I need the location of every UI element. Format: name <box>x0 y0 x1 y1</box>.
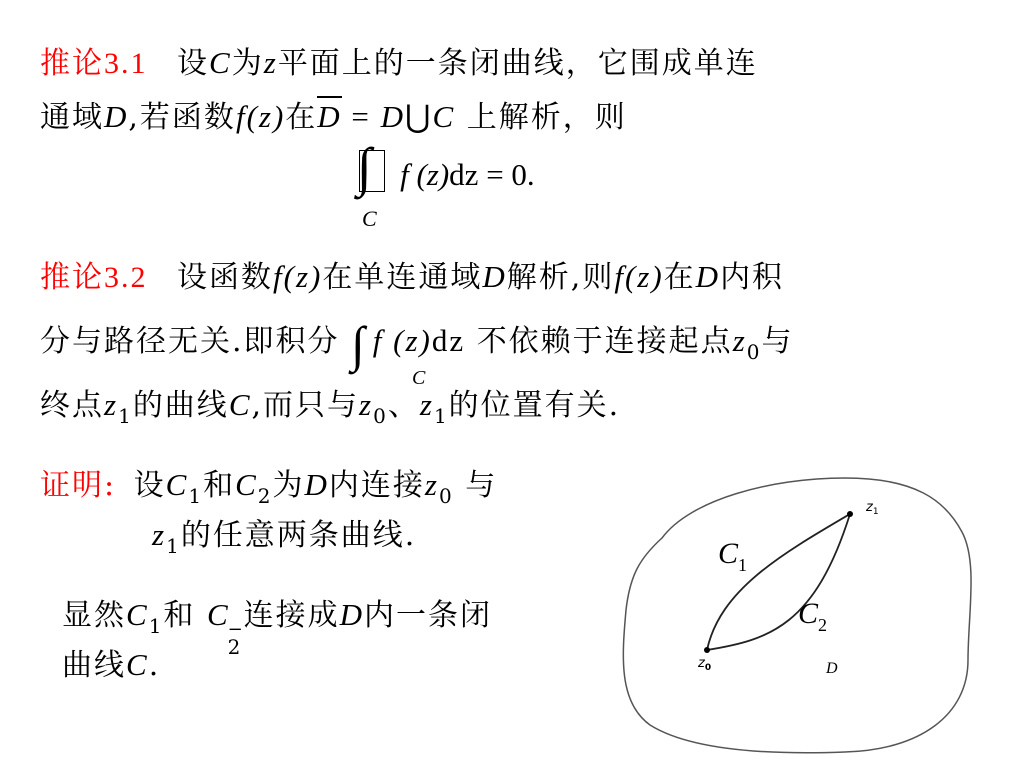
corollary-3-1-line-1: 推论3.1 设C为z平面上的一条闭曲线，它围成单连 <box>40 45 758 81</box>
contour-lower-limit: C <box>362 206 377 231</box>
point-z0 <box>704 647 710 653</box>
corollary-3-1-line-2: 通域D,若函数f(z)在D = D⋃C 上解析，则 <box>40 92 627 136</box>
closed-curve-line-1: 显然$C_1$和 C − 2 连接成D内一条闭 <box>62 597 493 659</box>
corollary-3-2-line-1: 推论3.2 设函数f(z)在单连通域D解析,则f(z)在D内积 <box>40 259 785 295</box>
corollary-3-2-line-3: 终点$z_1$的曲线C,而只与$z_0$、$z_1$的位置有关. <box>40 387 621 428</box>
domain-diagram <box>600 470 990 760</box>
c2-label: $C_2$ <box>798 597 828 635</box>
z0-label: $z_0$ <box>698 656 712 673</box>
c1-label: $C_1$ <box>718 537 748 575</box>
closed-curve-line-2: 曲线C. <box>62 647 161 683</box>
integral-lower-limit: C <box>412 367 426 389</box>
point-z1 <box>847 511 853 517</box>
contour-integral-formula: ∫ f (z)dz = 0. <box>357 137 535 197</box>
corollary-3-2-line-2: 分与路径无关.即积分 ∫ f (z)dz 不依赖于连接起点$z_0$与 <box>40 316 794 372</box>
integral-sign: ∫ <box>351 316 367 372</box>
curve-c1 <box>707 514 850 650</box>
curve-c2 <box>707 514 850 650</box>
d-bar: D <box>317 96 341 134</box>
contour-integral-sign: ∫ <box>357 140 391 194</box>
corollary-3-1-label: 推论3.1 <box>40 47 148 80</box>
proof-label: 证明: <box>40 468 117 503</box>
z1-label: $z_1$ <box>866 500 879 517</box>
d-label: D <box>826 660 838 677</box>
corollary-3-2-label: 推论3.2 <box>40 261 148 294</box>
proof-line-1: 证明: 设$C_1$和$C_2$为D内连接$z_0$ 与 <box>40 467 498 508</box>
proof-line-2: $z_1$的任意两条曲线. <box>152 517 417 558</box>
